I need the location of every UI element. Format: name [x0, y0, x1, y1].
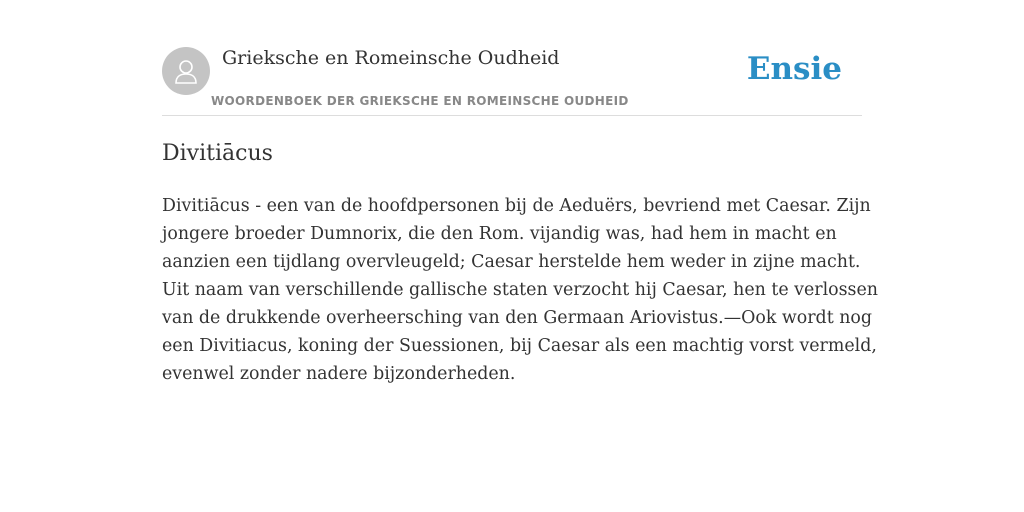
entry-body-line: aanzien een tijdlang overvleugeld; Caesar herstelde hem weder in zijne macht. [162, 252, 861, 272]
entry-body [162, 192, 878, 388]
source-subtitle: WOORDENBOEK DER GRIEKSCHE EN ROMEINSCHE OUDHEID [211, 94, 629, 108]
entry-body-line: Uit naam van verschillende gallische staten verzocht hij Caesar, hen te verlossen [162, 280, 878, 300]
entry-body-line: jongere broeder Dumnorix, die den Rom. vijandig was, had hem in macht en [162, 224, 837, 244]
user-icon [171, 56, 201, 86]
entry-body-line: een Divitiacus, koning der Suessionen, bij Caesar als een machtig vorst vermeld, [162, 336, 877, 356]
entry-body-line: Divitiācus - een van de hoofdpersonen bij de Aeduërs, bevriend met Caesar. Zijn [162, 196, 871, 216]
avatar[interactable] [162, 47, 210, 95]
brand-logo[interactable]: Ensie [746, 51, 842, 87]
entry-title: Divitiācus [162, 141, 273, 166]
header-divider [162, 115, 862, 116]
entry-body-line: van de drukkende overheersching van den Germaan Ariovistus.—Ook wordt nog [162, 308, 873, 328]
entry-body-line: evenwel zonder nadere bijzonderheden. [162, 364, 516, 384]
header [162, 44, 862, 116]
source-title[interactable]: Grieksche en Romeinsche Oudheid [222, 47, 560, 69]
